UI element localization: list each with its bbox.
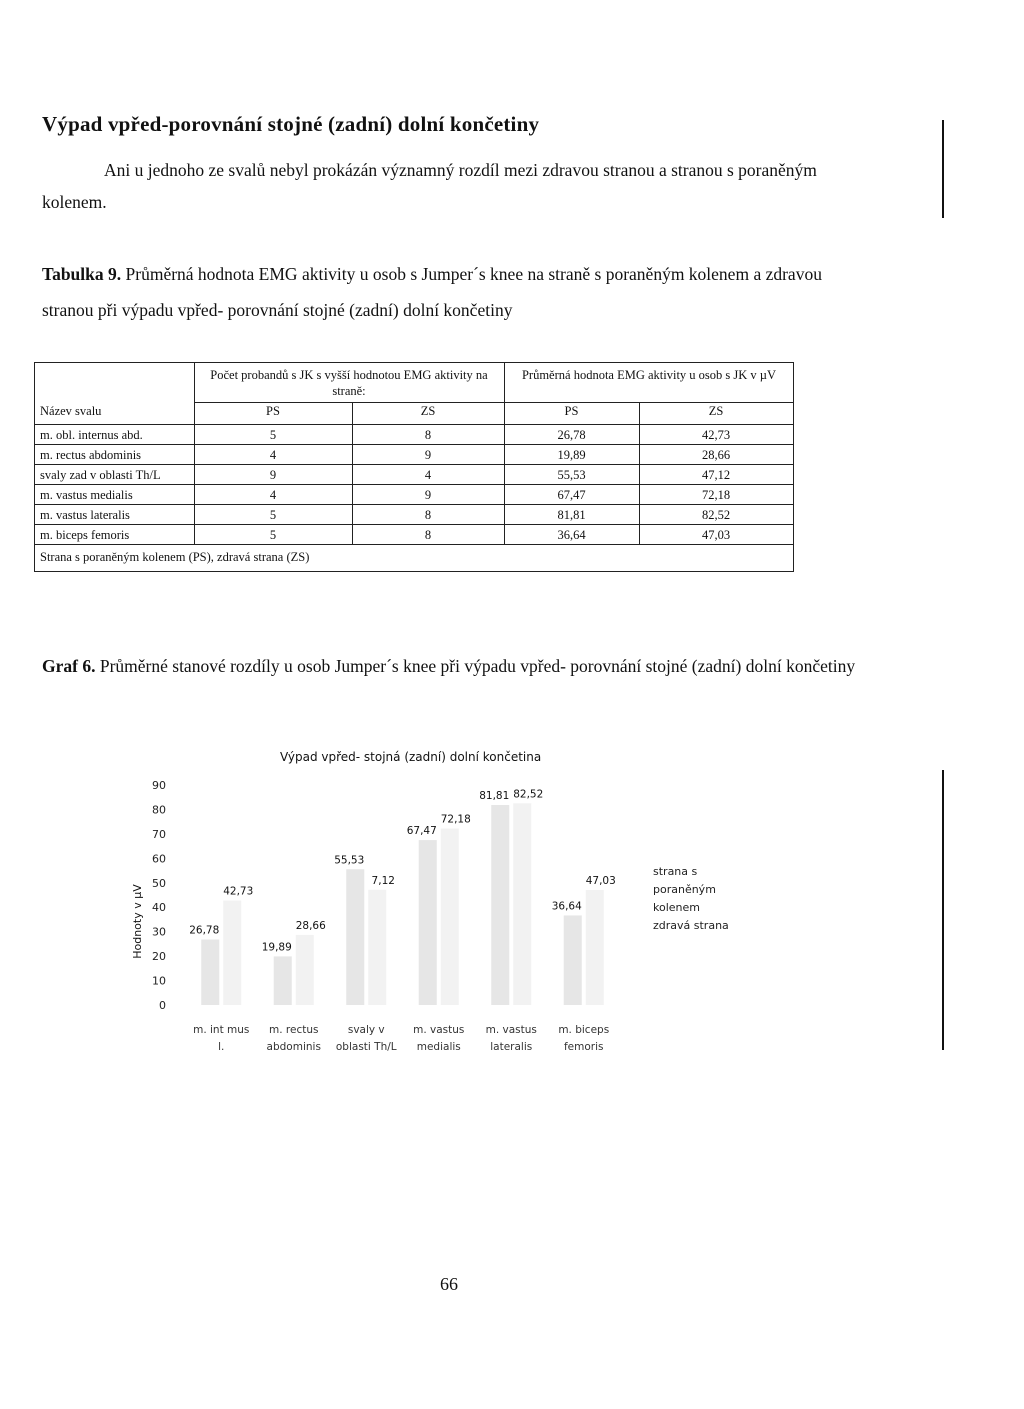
x-tick-label: oblasti Th/L <box>335 1041 397 1053</box>
header-ps-mean: PS <box>564 404 579 418</box>
legend-entry: poraněným <box>653 883 716 896</box>
row-ps-mean: 67,47 <box>557 488 586 502</box>
header-mean: Průměrná hodnota EMG aktivity u osob s JK v µV <box>521 368 777 382</box>
row-zs-count: 4 <box>424 468 432 482</box>
data-label: 42,73 <box>223 885 254 898</box>
row-name: m. biceps femoris <box>40 528 130 542</box>
row-ps-count: 5 <box>269 428 277 442</box>
row-ps-count: 9 <box>269 468 277 482</box>
y-tick-label: 50 <box>152 876 166 890</box>
y-tick-label: 70 <box>152 827 166 841</box>
bar <box>346 869 364 1005</box>
data-label: 55,53 <box>334 854 365 867</box>
bar <box>201 940 219 1005</box>
data-label: 26,78 <box>189 924 220 937</box>
paragraph-text: Ani u jednoho ze svalů nebyl prokázán významný rozdíl mezi zdravou stranou a stranou s poraněným kolenem. <box>42 160 817 212</box>
bar <box>564 915 582 1005</box>
data-label: 36,64 <box>551 900 582 913</box>
x-tick-label: femoris <box>563 1041 604 1053</box>
x-tick-label: m. int mus <box>193 1024 250 1036</box>
row-name: m. obl. internus abd. <box>40 428 143 442</box>
y-tick-label: 90 <box>152 779 166 792</box>
legend-entry: strana s <box>653 865 698 878</box>
row-ps-count: 4 <box>269 448 277 462</box>
page-number: 66 <box>440 1274 458 1294</box>
x-tick-label: svaly v <box>347 1024 385 1036</box>
row-zs-count: 9 <box>424 488 432 502</box>
x-tick-label: m. biceps <box>558 1024 610 1036</box>
data-label: 19,89 <box>261 941 292 954</box>
bar-chart <box>110 740 810 1060</box>
row-ps-count: 4 <box>269 488 277 502</box>
table-footnote: Strana s poraněným kolenem (PS), zdravá strana (ZS) <box>40 550 310 564</box>
row-ps-count: 5 <box>269 508 277 522</box>
row-zs-count: 8 <box>424 428 432 442</box>
figure-caption-text: Průměrné stanové rozdíly u osob Jumper´s knee při výpadu vpřed- porovnání stojné (zadní) dolní končetiny <box>99 656 856 676</box>
y-tick-label: 30 <box>152 925 166 939</box>
x-tick-label: m. rectus <box>269 1024 319 1036</box>
table-caption-text: Průměrná hodnota EMG aktivity u osob s Jumper´s knee na straně s poraněným kolenem a zdravou stranou při výpadu vpřed- porovnání stojné (zadní) dolní končetiny <box>42 264 822 320</box>
row-name: m. vastus medialis <box>40 488 133 502</box>
y-tick-label: 20 <box>152 950 166 964</box>
row-ps-mean: 26,78 <box>557 428 586 442</box>
y-tick-label: 80 <box>152 803 166 817</box>
figure-caption-label: Graf 6. <box>42 656 96 676</box>
legend-entry: kolenem <box>653 901 700 914</box>
data-label: 47,03 <box>585 875 616 888</box>
header-zs-count: ZS <box>420 404 436 418</box>
header-muscle-name: Název svalu <box>40 404 102 418</box>
row-name: svaly zad v oblasti Th/L <box>40 468 161 482</box>
row-name: m. vastus lateralis <box>40 508 130 522</box>
row-zs-mean: 72,18 <box>701 488 731 502</box>
bar <box>274 956 292 1005</box>
row-zs-mean: 28,66 <box>701 448 731 462</box>
row-ps-mean: 36,64 <box>557 528 586 542</box>
header-ps-count: PS <box>266 404 280 418</box>
data-label: 67,47 <box>406 825 437 838</box>
table-caption-label: Tabulka 9. <box>42 264 122 284</box>
x-tick-label: abdominis <box>266 1041 321 1053</box>
bar <box>491 805 509 1005</box>
section-heading: Výpad vpřed-porovnání stojné (zadní) dolní končetiny <box>42 112 540 136</box>
emg-table <box>34 362 794 572</box>
x-tick-label: l. <box>218 1041 225 1053</box>
row-ps-mean: 55,53 <box>557 468 586 482</box>
data-label: 7,12 <box>371 874 395 887</box>
row-zs-mean: 82,52 <box>701 508 731 522</box>
row-zs-mean: 47,03 <box>701 528 731 542</box>
table-caption <box>42 256 862 328</box>
y-tick-label: 10 <box>152 974 166 988</box>
data-label: 72,18 <box>440 813 471 826</box>
row-zs-mean: 47,12 <box>701 468 731 482</box>
bar <box>513 803 531 1005</box>
row-ps-count: 5 <box>269 528 277 542</box>
paragraph <box>42 154 862 218</box>
y-axis-label: Hodnoty v µV <box>130 884 144 959</box>
x-tick-label: m. vastus <box>413 1024 465 1036</box>
row-zs-count: 8 <box>424 508 432 522</box>
bar <box>223 901 241 1005</box>
scan-edge-mark <box>942 770 944 1050</box>
scan-edge-mark <box>942 120 944 218</box>
chart-title: Výpad vpřed- stojná (zadní) dolní končetina <box>280 750 542 764</box>
data-label: 81,81 <box>479 790 510 803</box>
legend-entry: zdravá strana <box>653 919 729 932</box>
bar <box>586 890 604 1005</box>
row-ps-mean: 19,89 <box>557 448 586 462</box>
row-zs-mean: 42,73 <box>701 428 731 442</box>
row-zs-count: 9 <box>424 448 432 462</box>
chart-legend <box>653 863 729 935</box>
x-tick-label: medialis <box>416 1041 461 1053</box>
header-count: Počet probandů s JK s vyšší hodnotou EMG aktivity na straně: <box>210 368 488 398</box>
x-tick-label: m. vastus <box>485 1024 537 1036</box>
data-label: 28,66 <box>295 919 326 932</box>
x-tick-label: lateralis <box>490 1041 533 1053</box>
bar <box>368 890 386 1005</box>
y-tick-label: 40 <box>152 901 166 915</box>
row-zs-count: 8 <box>424 528 432 542</box>
header-zs-mean: ZS <box>708 404 724 418</box>
figure-caption <box>42 650 942 683</box>
bar <box>296 935 314 1005</box>
bar <box>419 840 437 1005</box>
bar <box>441 829 459 1005</box>
y-tick-label: 0 <box>159 999 166 1012</box>
row-name: m. rectus abdominis <box>40 448 142 462</box>
y-tick-label: 60 <box>152 852 166 866</box>
data-label: 82,52 <box>513 788 544 801</box>
row-ps-mean: 81,81 <box>557 508 586 522</box>
